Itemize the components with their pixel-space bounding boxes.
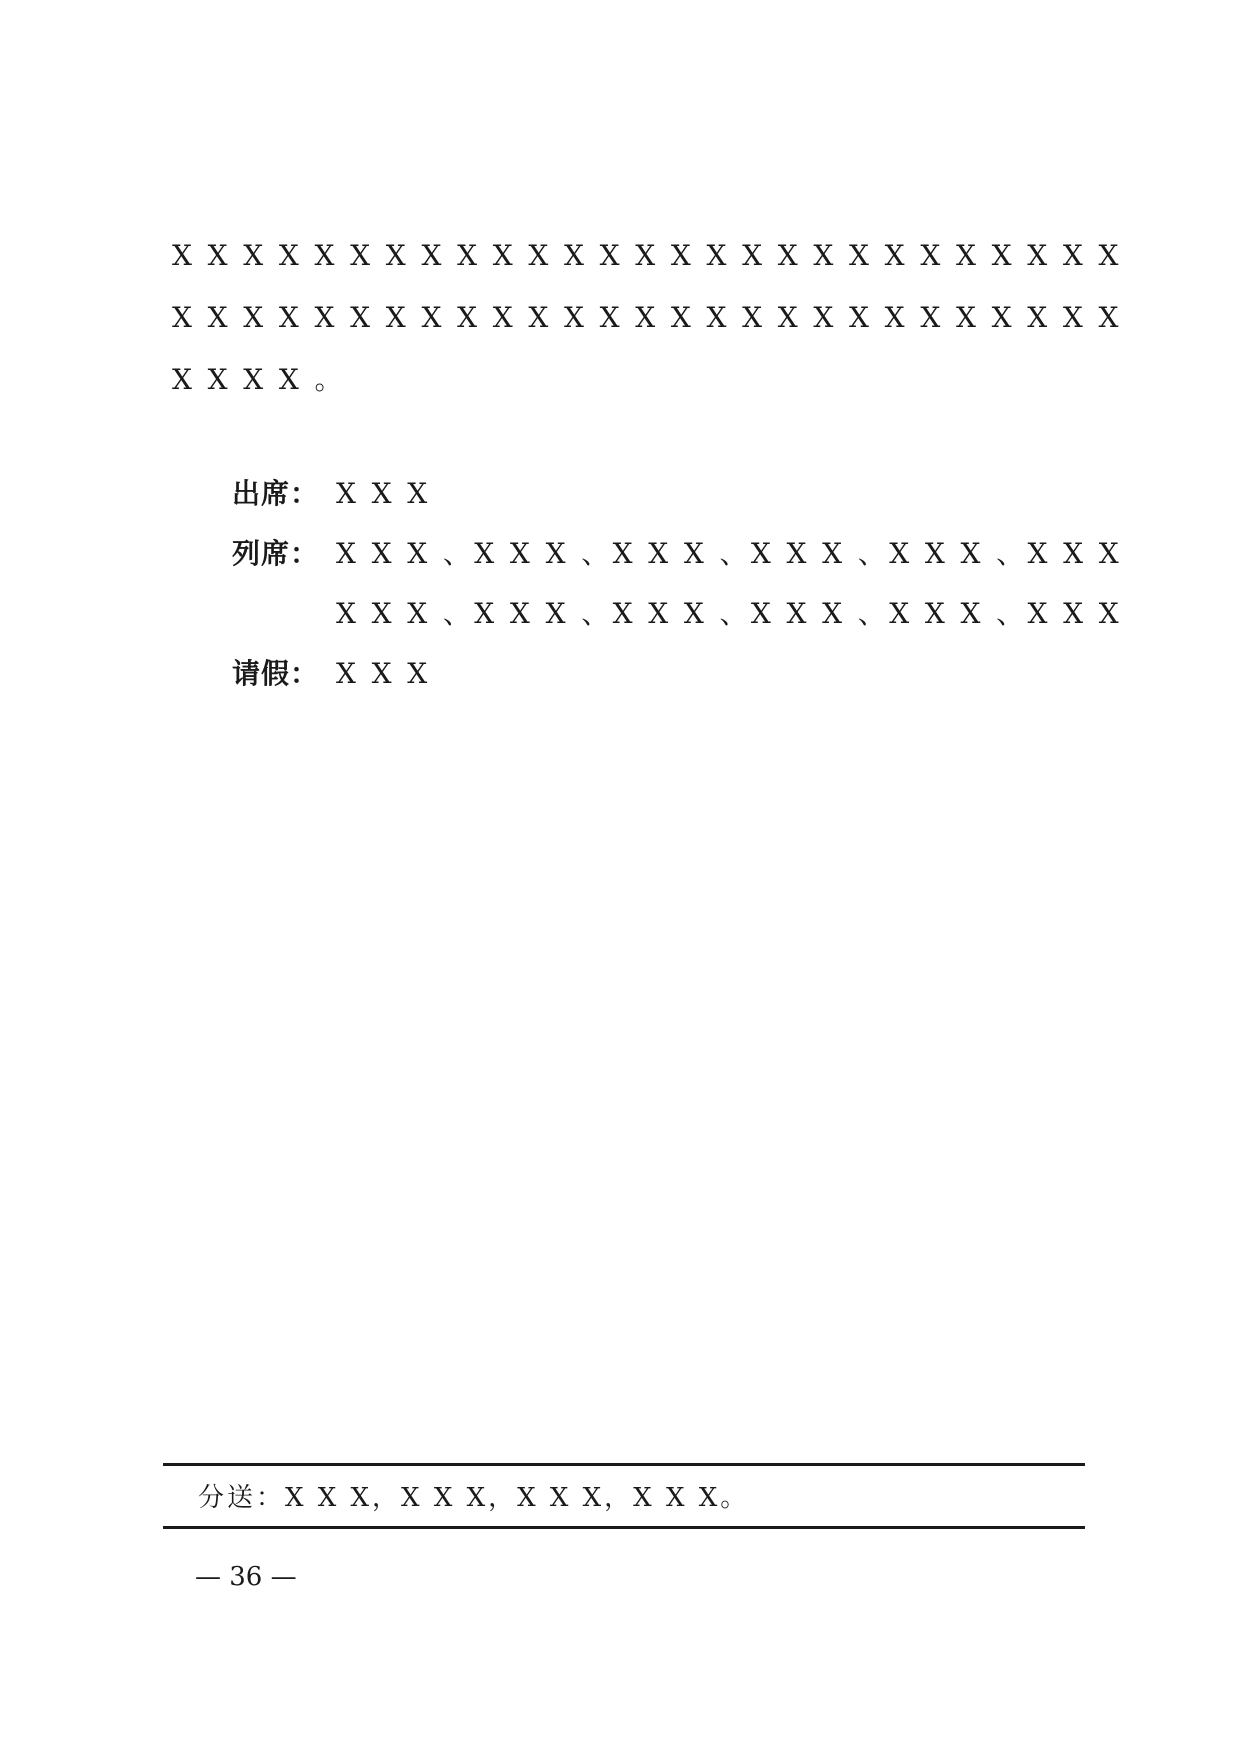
footer-rule-bottom [163,1526,1085,1529]
present-names: X X X [336,477,431,510]
body-text-line: X X X X X X X X X X X X X X X X X X X X X X X X X X X [172,239,1122,272]
page-number: — 36 — [195,1562,297,1592]
distribution-line: 分送：X X X，X X X，X X X，X X X。 [198,1483,750,1513]
attending-row-continued [336,594,1122,634]
body-text-line: X X X X 。 [172,363,346,396]
leave-row [232,654,431,694]
present-row [232,474,431,514]
footer-rule-top [163,1463,1085,1466]
attending-names: X X X 、X X X 、X X X 、X X X 、X X X 、X X X [336,597,1123,630]
attending-label: 列席： [232,537,320,570]
present-label: 出席： [232,477,320,510]
attending-names: X X X 、X X X 、X X X 、X X X 、X X X 、X X X [336,537,1123,570]
attending-row [232,534,1122,574]
body-text-line: X X X X X X X X X X X X X X X X X X X X X X X X X X X [172,301,1122,334]
leave-names: X X X [336,657,431,690]
leave-label: 请假： [232,657,320,690]
